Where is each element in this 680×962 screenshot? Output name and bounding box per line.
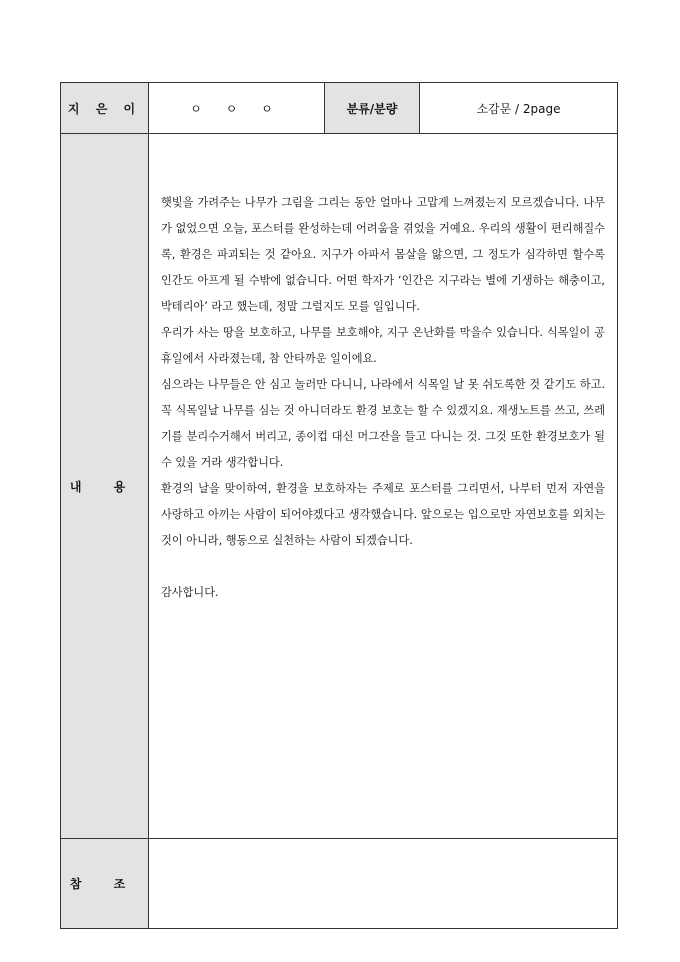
reference-label: 참 조 xyxy=(61,839,149,929)
content-label: 내 용 xyxy=(61,134,149,839)
content-closing: 감사합니다. xyxy=(161,586,219,599)
reference-value xyxy=(149,839,618,929)
document-table xyxy=(60,82,618,929)
content-paragraph-1: 햇빛을 가려주는 나무가 그림을 그리는 동안 얼마나 고맙게 느껴졌는지 모르겠습니다. 나무가 없었으면 오늘, 포스터를 완성하는데 어려움을 겪었을 거예요. 우리의 생활이 편리해질수록, 환경은 파괴되는 것 같아요. 지구가 아파서 몸살을 앓으면, 그 정도가 심각하면 할수록 인간도 아프게 될 수밖에 없습니다. 어떤 학자가 ‘인간은 지구라는 별에 기생하는 해충이고, 박테리아’ 라고 했는데, 정말 그럴지도 모를 일입니다. xyxy=(161,196,605,313)
category-value: 소감문 / 2page xyxy=(420,83,618,134)
author-label: 지 은 이 xyxy=(61,83,149,134)
content-row xyxy=(61,134,618,839)
paragraph-gap xyxy=(161,554,605,580)
content-body xyxy=(149,134,618,839)
content-paragraph-4: 환경의 날을 맞이하여, 환경을 보호하자는 주제로 포스터를 그리면서, 나부터 먼저 자연을 사랑하고 아끼는 사람이 되어야겠다고 생각했습니다. 앞으로는 입으로만 자연보호를 외치는 것이 아니라, 행동으로 실천하는 사람이 되겠습니다. xyxy=(161,482,605,547)
author-value: ㅇ ㅇ ㅇ xyxy=(149,83,325,134)
reference-row xyxy=(61,839,618,929)
category-label: 분류/분량 xyxy=(325,83,420,134)
content-paragraph-2: 우리가 사는 땅을 보호하고, 나무를 보호해야, 지구 온난화를 막을수 있습니다. 식목일이 공휴일에서 사라졌는데, 참 안타까운 일이에요. xyxy=(161,326,605,365)
header-row xyxy=(61,83,618,134)
content-paragraph-3: 심으라는 나무들은 안 심고 놀러만 다니니, 나라에서 식목일 날 못 쉬도록한 것 같기도 하고. 꼭 식목일날 나무를 심는 것 아니더라도 환경 보호는 할 수 있겠지요. 재생노트를 쓰고, 쓰레기를 분리수거해서 버리고, 종이컵 대신 머그잔을 들고 다니는 것. 그것 또한 환경보호가 될 수 있을 거라 생각합니다. xyxy=(161,378,605,469)
